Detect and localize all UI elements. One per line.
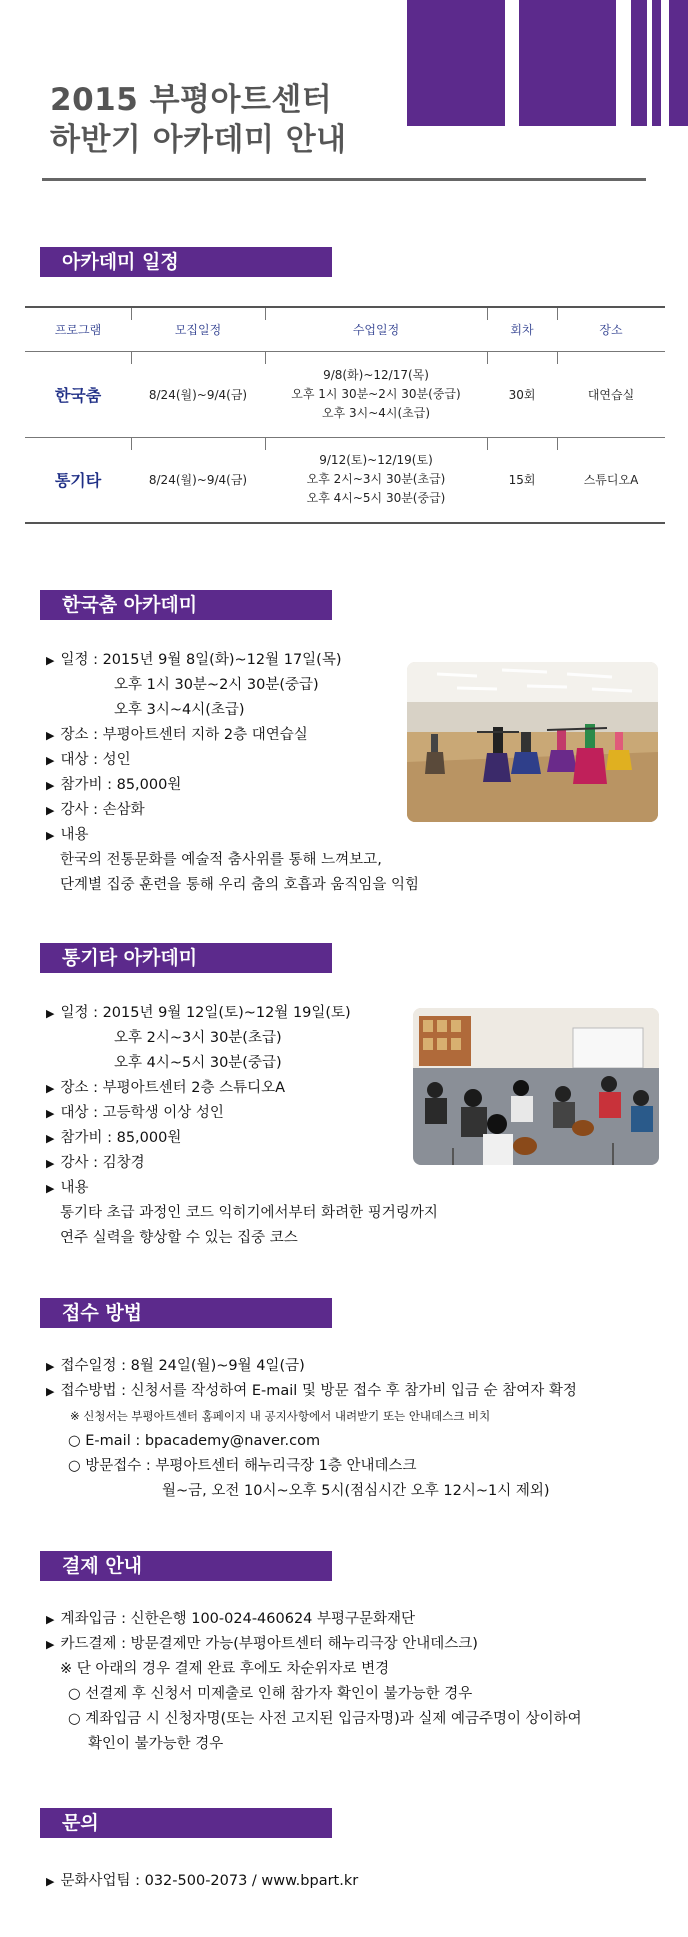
title-divider [42, 178, 646, 181]
dance-details [46, 648, 419, 898]
bullet-icon: ▶ [46, 1638, 55, 1651]
section-header-schedule: 아카데미 일정 [40, 247, 332, 277]
dance-place-line: ▶ 장소 : 부평아트센터 지하 2층 대연습실 [46, 723, 419, 748]
table-row [25, 351, 665, 437]
dance-time-line: 오후 3시~4시(초급) [114, 702, 245, 718]
payment-transfer-line: ▶ 계좌입금 : 신한은행 100-024-460624 부평구문화재단 [46, 1607, 582, 1632]
col-program: 프로그램 [25, 307, 131, 351]
schedule-line: 오후 2시~3시 30분(초급) [306, 472, 446, 487]
payment-case-line: ○ 계좌입금 시 신청자명(또는 사전 고지된 입금자명)과 실제 예금주명이 상이하여 [68, 1711, 582, 1727]
bullet-icon: ▶ [46, 1875, 55, 1888]
payment-card-line: ▶ 카드결제 : 방문결제만 가능(부평아트센터 해누리극장 안내데스크) [46, 1632, 582, 1657]
guitar-fee-line: ▶ 참가비 : 85,000원 [46, 1126, 438, 1151]
cell-place: 대연습실 [557, 351, 665, 437]
bullet-icon: ▶ [46, 779, 55, 792]
bullet-icon: ▶ [46, 654, 55, 667]
schedule-table [25, 306, 665, 524]
contact-line: ▶ 문화사업팀 : 032-500-2073 / www.bpart.kr [46, 1869, 358, 1894]
title-line-2: 하반기 아카데미 안내 [50, 122, 347, 158]
contact-details [46, 1869, 358, 1894]
bullet-icon: ▶ [46, 1007, 55, 1020]
guitar-time-line: 오후 4시~5시 30분(중급) [114, 1055, 282, 1071]
page-title [50, 80, 347, 160]
dance-class-photo [407, 662, 658, 822]
apply-period-line: ▶ 접수일정 : 8월 24일(월)~9월 4일(금) [46, 1354, 577, 1379]
table-row [25, 437, 665, 523]
section-header-contact: 문의 [40, 1808, 332, 1838]
section-header-guitar: 통기타 아카데미 [40, 943, 332, 973]
dance-schedule-line: ▶ 일정 : 2015년 9월 8일(화)~12월 17일(목) [46, 648, 419, 673]
bullet-icon: ▶ [46, 729, 55, 742]
bullet-icon: ▶ [46, 1385, 55, 1398]
dance-time-line: 오후 1시 30분~2시 30분(중급) [114, 677, 319, 693]
apply-details [46, 1354, 577, 1504]
schedule-line: 9/12(토)~12/19(토) [319, 453, 433, 468]
title-line-1: 2015 부평아트센터 [50, 82, 333, 118]
guitar-place-line: ▶ 장소 : 부평아트센터 2층 스튜디오A [46, 1076, 438, 1101]
guitar-schedule-line: ▶ 일정 : 2015년 9월 12일(토)~12월 19일(토) [46, 1001, 438, 1026]
col-schedule: 수업일정 [265, 307, 487, 351]
dance-fee-line: ▶ 참가비 : 85,000원 [46, 773, 419, 798]
section-header-payment: 결제 안내 [40, 1551, 332, 1581]
bullet-icon: ▶ [46, 829, 55, 842]
apply-note: ※ 신청서는 부평아트센터 홈페이지 내 공지사항에서 내려받기 또는 안내데스크 비치 [70, 1409, 491, 1423]
payment-case-line: ○ 선결제 후 신청서 미제출로 인해 참가자 확인이 불가능한 경우 [68, 1686, 473, 1702]
guitar-details [46, 1001, 438, 1251]
decor-block-4 [652, 0, 661, 126]
guitar-content-label: ▶ 내용 [46, 1176, 438, 1201]
decor-block-5 [669, 0, 688, 126]
payment-case-line-cont: 확인이 불가능한 경우 [88, 1736, 224, 1752]
bullet-icon: ▶ [46, 1360, 55, 1373]
bullet-icon: ▶ [46, 1107, 55, 1120]
cell-recruit: 8/24(월)~9/4(금) [131, 351, 265, 437]
guitar-time-line: 오후 2시~3시 30분(초급) [114, 1030, 282, 1046]
decor-block-2 [519, 0, 616, 126]
cell-sessions: 15회 [487, 437, 557, 523]
dance-target-line: ▶ 대상 : 성인 [46, 748, 419, 773]
bullet-icon: ▶ [46, 804, 55, 817]
cell-sessions: 30회 [487, 351, 557, 437]
cell-program: 한국춤 [25, 351, 131, 437]
schedule-line: 오후 4시~5시 30분(중급) [306, 491, 446, 506]
section-header-dance: 한국춤 아카데미 [40, 590, 332, 620]
cell-program: 통기타 [25, 437, 131, 523]
dance-content-text: 단계별 집중 훈련을 통해 우리 춤의 호흡과 움직임을 익힘 [60, 877, 420, 893]
decor-block-3 [631, 0, 647, 126]
decor-block-1 [407, 0, 505, 126]
dance-content-label: ▶ 내용 [46, 823, 419, 848]
bullet-icon: ▶ [46, 1182, 55, 1195]
guitar-content-text: 통기타 초급 과정인 코드 익히기에서부터 화려한 핑거링까지 [60, 1205, 438, 1221]
bullet-icon: ▶ [46, 1613, 55, 1626]
apply-hours-line: 월~금, 오전 10시~오후 5시(점심시간 오후 12시~1시 제외) [162, 1483, 550, 1499]
guitar-instructor-line: ▶ 강사 : 김창경 [46, 1151, 438, 1176]
table-header-row [25, 307, 665, 351]
col-place: 장소 [557, 307, 665, 351]
apply-method-line: ▶ 접수방법 : 신청서를 작성하여 E-mail 및 방문 접수 후 참가비 입금 순 참여자 확정 [46, 1379, 577, 1404]
bullet-icon: ▶ [46, 1082, 55, 1095]
bullet-icon: ▶ [46, 754, 55, 767]
apply-visit-line: ○ 방문접수 : 부평아트센터 해누리극장 1층 안내데스크 [68, 1458, 417, 1474]
section-header-apply: 접수 방법 [40, 1298, 332, 1328]
col-sessions: 회차 [487, 307, 557, 351]
guitar-content-text: 연주 실력을 향상할 수 있는 집중 코스 [60, 1230, 298, 1246]
cell-place: 스튜디오A [557, 437, 665, 523]
cell-schedule [265, 351, 487, 437]
schedule-line: 오후 3시~4시(초급) [321, 405, 431, 420]
payment-details [46, 1607, 582, 1757]
dance-instructor-line: ▶ 강사 : 손삼화 [46, 798, 419, 823]
bullet-icon: ▶ [46, 1157, 55, 1170]
guitar-target-line: ▶ 대상 : 고등학생 이상 성인 [46, 1101, 438, 1126]
dance-content-text: 한국의 전통문화를 예술적 춤사위를 통해 느껴보고, [60, 852, 382, 868]
cell-schedule [265, 437, 487, 523]
payment-note: ※ 단 아래의 경우 결제 완료 후에도 차순위자로 변경 [60, 1661, 390, 1677]
schedule-line: 오후 1시 30분~2시 30분(중급) [291, 386, 461, 401]
bullet-icon: ▶ [46, 1132, 55, 1145]
guitar-class-photo [413, 1008, 659, 1165]
schedule-line: 9/8(화)~12/17(목) [323, 367, 429, 382]
col-recruit: 모집일정 [131, 307, 265, 351]
apply-email-line: ○ E-mail : bpacademy@naver.com [68, 1433, 321, 1449]
cell-recruit: 8/24(월)~9/4(금) [131, 437, 265, 523]
